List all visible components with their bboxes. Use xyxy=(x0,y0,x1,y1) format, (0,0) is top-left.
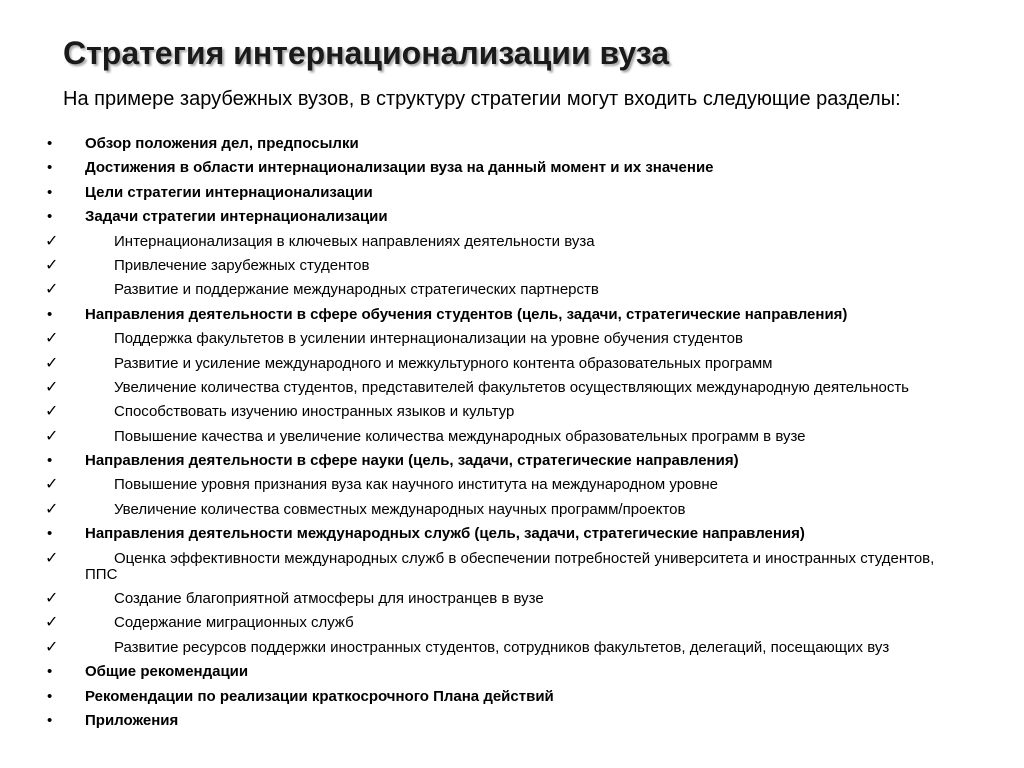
item-text: Развитие ресурсов поддержки иностранных студентов, сотрудников факультетов, делегаций, посещающих вуз xyxy=(114,638,890,656)
item-text: Оценка эффективности международных служб в обеспечении потребностей университета и иностранных студентов, ППС xyxy=(85,549,935,583)
subsection-item xyxy=(0,640,965,656)
subsection-item xyxy=(0,615,965,631)
checkmark-icon: ✓ xyxy=(45,638,59,656)
item-text: Повышение уровня признания вуза как научного института на международном уровне xyxy=(114,476,718,494)
checkmark-icon: ✓ xyxy=(45,427,59,445)
checkmark-icon: ✓ xyxy=(45,614,59,632)
checkmark-icon: ✓ xyxy=(45,232,59,250)
item-text: Повышение качества и увеличение количества международных образовательных программ в вузе xyxy=(114,427,806,445)
subsection-item xyxy=(0,356,965,372)
item-text: Привлечение зарубежных студентов xyxy=(114,256,370,274)
section-item xyxy=(0,453,965,469)
subsection-item xyxy=(0,429,965,445)
slide-intro: На примере зарубежных вузов, в структуру стратегии могут входить следующие разделы: xyxy=(63,88,901,110)
item-text: Приложения xyxy=(85,711,179,729)
item-text: Способствовать изучению иностранных языков и культур xyxy=(114,403,515,421)
checkmark-icon: ✓ xyxy=(45,330,59,348)
bullet-icon: • xyxy=(47,135,53,152)
item-text: Направления деятельности в сфере обучения студентов (цель, задачи, стратегические направления) xyxy=(85,305,848,323)
bullet-icon: • xyxy=(47,687,53,705)
subsection-item xyxy=(0,404,965,420)
checkmark-icon: ✓ xyxy=(45,590,59,608)
bullet-icon: • xyxy=(47,183,53,201)
section-item xyxy=(0,160,965,176)
section-item xyxy=(0,713,965,729)
bullet-icon: • xyxy=(47,525,53,543)
subsection-item xyxy=(0,551,965,583)
checkmark-icon: ✓ xyxy=(45,476,59,494)
item-text: Рекомендации по реализации краткосрочного Плана действий xyxy=(85,687,554,705)
item-text: Поддержка факультетов в усилении интернационализации на уровне обучения студентов xyxy=(114,330,743,348)
checkmark-icon: ✓ xyxy=(45,500,59,518)
slide-title: Стратегия интернационализации вуза xyxy=(63,35,670,71)
bullet-icon: • xyxy=(47,452,53,470)
section-item xyxy=(0,136,965,152)
bullet-icon: • xyxy=(47,305,53,323)
item-text: Увеличение количества совместных международных научных программ/проектов xyxy=(114,500,686,518)
section-item xyxy=(0,664,965,680)
checkmark-icon: ✓ xyxy=(45,549,59,567)
item-text: Интернационализация в ключевых направлениях деятельности вуза xyxy=(114,232,595,250)
item-text: Направления деятельности в сфере науки (цель, задачи, стратегические направления) xyxy=(85,452,739,470)
section-item xyxy=(0,209,965,225)
item-text: Достижения в области интернационализации вуза на данный момент и их значение xyxy=(85,159,714,177)
subsection-item xyxy=(0,477,965,493)
bullet-icon: • xyxy=(47,711,53,729)
section-item xyxy=(0,185,965,201)
subsection-item xyxy=(0,331,965,347)
bullet-icon: • xyxy=(47,208,53,226)
checkmark-icon: ✓ xyxy=(45,281,59,299)
item-text: Увеличение количества студентов, представителей факультетов осуществляющих международную деятельность xyxy=(114,378,909,396)
subsection-item xyxy=(0,234,965,250)
item-text: Создание благоприятной атмосферы для иностранцев в вузе xyxy=(114,590,544,608)
checkmark-icon: ✓ xyxy=(45,354,59,372)
item-text: Содержание миграционных служб xyxy=(114,614,354,632)
item-text: Общие рекомендации xyxy=(85,663,249,681)
bullet-icon: • xyxy=(47,159,53,177)
strategy-sections-list xyxy=(0,136,1024,737)
section-item xyxy=(0,307,965,323)
checkmark-icon: ✓ xyxy=(45,403,59,421)
section-item xyxy=(0,689,965,705)
checkmark-icon: ✓ xyxy=(45,256,59,274)
subsection-item xyxy=(0,258,965,274)
subsection-item xyxy=(0,591,965,607)
section-item xyxy=(0,526,965,542)
item-text: Развитие и поддержание международных стратегических партнерств xyxy=(114,281,599,299)
subsection-item xyxy=(0,282,965,298)
item-text: Направления деятельности международных служб (цель, задачи, стратегические направления) xyxy=(85,525,805,543)
item-text: Развитие и усиление международного и межкультурного контента образовательных программ xyxy=(114,354,773,372)
bullet-icon: • xyxy=(47,663,53,681)
item-text: Цели стратегии интернационализации xyxy=(85,183,373,201)
subsection-item xyxy=(0,380,965,396)
item-text: Задачи стратегии интернационализации xyxy=(85,208,388,226)
checkmark-icon: ✓ xyxy=(45,378,59,396)
subsection-item xyxy=(0,502,965,518)
item-text: Обзор положения дел, предпосылки xyxy=(85,135,359,152)
